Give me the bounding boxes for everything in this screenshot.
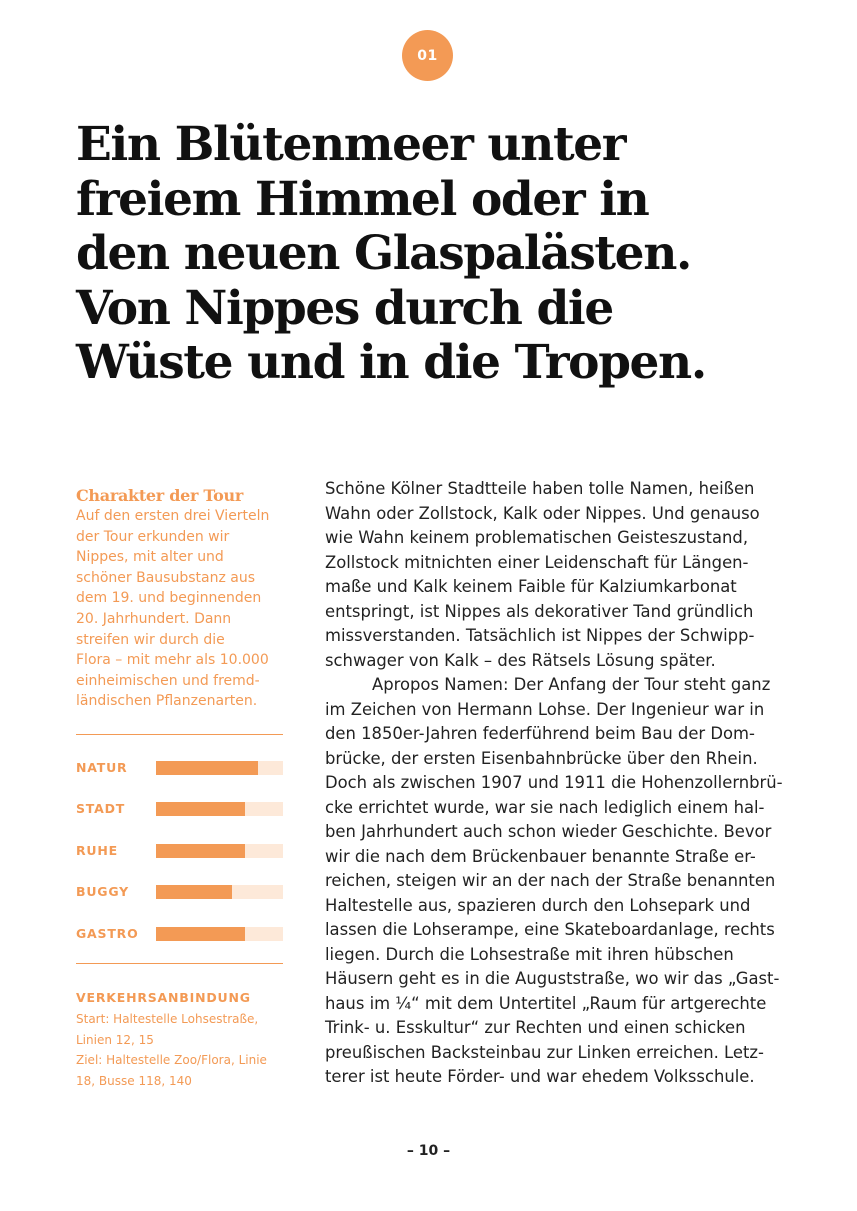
transport-line: Start: Haltestelle Lohsestraße, bbox=[76, 1012, 259, 1026]
character-line: dem 19. und beginnenden bbox=[76, 590, 262, 607]
body-line: schwager von Kalk – des Rätsels Lösung später. bbox=[325, 650, 716, 670]
rating-fill bbox=[156, 885, 232, 899]
rating-stadt bbox=[76, 801, 284, 817]
rating-label: RUHE bbox=[76, 843, 118, 858]
character-line: Flora – mit mehr als 10.000 bbox=[76, 652, 269, 669]
character-line: Auf den ersten drei Vierteln bbox=[76, 508, 270, 524]
body-line: liegen. Durch die Lohsestraße mit ihren hübschen bbox=[325, 944, 734, 964]
rating-label: STADT bbox=[76, 801, 126, 816]
body-line: cke errichtet wurde, war sie nach lediglich einem hal- bbox=[325, 797, 765, 817]
title-line: Wüste und in die Tropen. bbox=[76, 335, 706, 390]
body-line: Doch als zwischen 1907 und 1911 die Hohenzollernbrü- bbox=[325, 773, 783, 792]
transport-line: Linien 12, 15 bbox=[76, 1032, 154, 1047]
character-line: der Tour erkunden wir bbox=[76, 528, 230, 545]
transport-info bbox=[76, 989, 296, 1091]
body-line: Schöne Kölner Stadtteile haben tolle Namen, heißen bbox=[325, 479, 755, 498]
body-line: ben Jahrhundert auch schon wieder Geschichte. Bevor bbox=[325, 822, 772, 841]
body-line: Häusern geht es in die Auguststraße, wo wir das „Gast- bbox=[325, 969, 780, 988]
body-line: preußischen Backsteinbau zur Linken erreichen. Letz- bbox=[325, 1042, 764, 1062]
page-title bbox=[76, 118, 776, 391]
character-line: ländischen Pflanzenarten. bbox=[76, 693, 258, 710]
rating-ruhe bbox=[76, 843, 284, 859]
title-line: Von Nippes durch die bbox=[76, 280, 613, 336]
rating-fill bbox=[156, 761, 258, 775]
rating-track bbox=[156, 761, 283, 775]
body-line: terer ist heute Förder- und war ehedem Volksschule. bbox=[325, 1067, 755, 1086]
rating-fill bbox=[156, 844, 245, 858]
body-line: brücke, der ersten Eisenbahnbrücke über den Rhein. bbox=[325, 748, 758, 768]
divider bbox=[76, 734, 283, 735]
body-line: haus im ¼“ mit dem Untertitel „Raum für artgerechte bbox=[325, 993, 767, 1013]
character-line: schöner Bausubstanz aus bbox=[76, 569, 256, 586]
body-line: wie Wahn keinem problematischen Geisteszustand, bbox=[325, 528, 749, 547]
rating-label: NATUR bbox=[76, 760, 128, 775]
body-line: im Zeichen von Hermann Lohse. Der Ingenieur war in bbox=[325, 699, 765, 719]
rating-track bbox=[156, 802, 283, 816]
body-line: entspringt, ist Nippes als dekorativer Tand gründlich bbox=[325, 601, 754, 621]
title-line: den neuen Glaspalästen. bbox=[76, 226, 691, 281]
character-line: streifen wir durch die bbox=[76, 631, 225, 648]
tour-character-box bbox=[76, 486, 284, 712]
page-number: – 10 – bbox=[406, 1143, 451, 1159]
body-line: missverstanden. Tatsächlich ist Nippes der Schwipp- bbox=[325, 626, 755, 645]
title-line: freiem Himmel oder in bbox=[76, 171, 649, 227]
rating-fill bbox=[156, 927, 245, 941]
rating-buggy bbox=[76, 884, 284, 900]
transport-heading: VERKEHRSANBINDUNG bbox=[76, 990, 251, 1005]
rating-track bbox=[156, 927, 283, 941]
body-line: lassen die Lohserampe, eine Skateboardanlage, rechts bbox=[325, 920, 775, 939]
title-line: Ein Blütenmeer unter bbox=[76, 117, 626, 172]
transport-line: 18, Busse 118, 140 bbox=[76, 1073, 192, 1088]
body-line: Wahn oder Zollstock, Kalk oder Nippes. Und genauso bbox=[325, 503, 760, 523]
character-description bbox=[76, 506, 284, 712]
character-line: 20. Jahrhundert. Dann bbox=[76, 610, 232, 627]
transport-line: Ziel: Haltestelle Zoo/Flora, Linie bbox=[76, 1053, 267, 1067]
character-line: einheimischen und fremd- bbox=[76, 672, 260, 689]
character-line: Nippes, mit alter und bbox=[76, 549, 224, 566]
rating-label: GASTRO bbox=[76, 926, 139, 941]
body-line: Apropos Namen: Der Anfang der Tour steht ganz bbox=[372, 675, 771, 694]
chapter-badge: 01 bbox=[402, 30, 453, 81]
body-line: maße und Kalk keinem Faible für Kalziumkarbonat bbox=[325, 577, 737, 596]
body-line: wir die nach dem Brückenbauer benannte Straße er- bbox=[325, 846, 756, 866]
body-line: den 1850er-Jahren federführend beim Bau der Dom- bbox=[325, 724, 755, 743]
divider bbox=[76, 963, 283, 964]
rating-fill bbox=[156, 802, 245, 816]
rating-natur bbox=[76, 760, 284, 776]
body-line: Trink- u. Esskultur“ zur Rechten und einen schicken bbox=[325, 1018, 746, 1037]
rating-label: BUGGY bbox=[76, 884, 129, 899]
body-line: Zollstock mitnichten einer Leidenschaft für Längen- bbox=[325, 552, 749, 572]
body-line: reichen, steigen wir an der nach der Straße benannten bbox=[325, 871, 776, 890]
article-body bbox=[325, 477, 785, 1090]
character-heading: Charakter der Tour bbox=[76, 486, 243, 505]
body-line: Haltestelle aus, spazieren durch den Lohsepark und bbox=[325, 895, 751, 915]
rating-gastro bbox=[76, 926, 284, 942]
rating-track bbox=[156, 885, 283, 899]
rating-track bbox=[156, 844, 283, 858]
